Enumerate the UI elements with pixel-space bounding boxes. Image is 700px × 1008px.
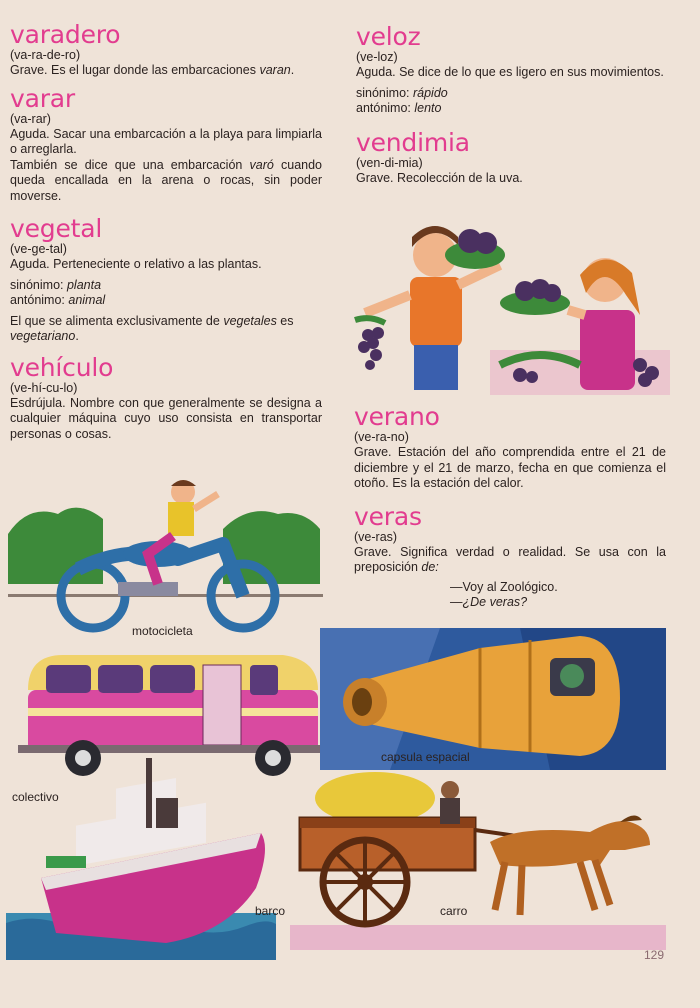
motorcycle-illustration	[8, 474, 323, 634]
entry-veras	[354, 501, 666, 611]
antonym-veloz: antónimo: lento	[356, 101, 442, 115]
entry-varadero	[10, 22, 322, 79]
right-column	[356, 24, 668, 186]
headword-vegetal: vegetal	[10, 214, 103, 243]
definition-varadero: Grave. Es el lugar donde las embarcaciones varan.	[10, 63, 295, 77]
definition-varar-2: También se dice que una embarcación varó cuando queda encallada en la arena o rocas, sin poder moverse.	[10, 157, 322, 203]
definition-vegetal: Aguda. Perteneciente o relativo a las plantas.	[10, 257, 262, 271]
syllables-vehiculo: (ve-hí-cu-lo)	[10, 380, 78, 395]
caption-barco: barco	[255, 904, 286, 918]
syllables-varadero: (va-ra-de-ro)	[10, 48, 81, 62]
syllables-verano: (ve-ra-no)	[354, 430, 409, 444]
caption-capsula-espacial: capsula espacial	[381, 750, 470, 764]
definition-veloz: Aguda. Se dice de lo que es ligero en sus movimientos.	[356, 65, 664, 79]
syllables-veras: (ve-ras)	[354, 529, 398, 544]
definition-vehiculo: Esdrújula. Nombre con que generalmente se designa a cualquier máquina cuyo uso consista en transportar personas o cosas.	[10, 395, 322, 441]
entry-varar	[10, 83, 322, 205]
syllables-varar: (va-rar)	[10, 111, 51, 126]
horse-cart-illustration	[290, 770, 666, 950]
caption-carro: carro	[440, 904, 468, 918]
headword-verano: verano	[354, 402, 440, 431]
extra-vegetal: El que se alimenta exclusivamente de vegetales es vegetariano.	[10, 313, 294, 343]
synonym-veloz: sinónimo: rápido	[356, 85, 448, 100]
syllables-veloz: (ve-loz)	[356, 50, 398, 64]
headword-veloz: veloz	[356, 22, 421, 51]
page-number: 129	[644, 948, 665, 962]
dialog-line-1: —Voy al Zoológico.	[450, 579, 558, 594]
entry-veloz	[356, 24, 668, 117]
definition-verano: Grave. Estación del año comprendida entre el 21 de diciembre y el 21 de marzo, fecha en que comienza el otoño. Es la estación del calor.	[354, 445, 666, 490]
dialog-line-2: —¿De veras?	[450, 595, 528, 609]
space-capsule-illustration	[320, 628, 666, 770]
syllables-vendimia: (ven-di-mia)	[356, 155, 423, 170]
caption-motocicleta: motocicleta	[132, 624, 193, 638]
entry-verano	[354, 404, 666, 492]
synonym-vegetal: sinónimo: planta	[10, 277, 102, 292]
ship-illustration	[6, 738, 276, 960]
entry-vegetal	[10, 216, 322, 345]
headword-varadero: varadero	[10, 20, 121, 49]
definition-veras: Grave. Significa verdad o realidad. Se usa con la preposición de:	[354, 544, 666, 574]
left-column	[10, 22, 322, 442]
headword-varar: varar	[10, 83, 75, 113]
antonym-vegetal: antónimo: animal	[10, 293, 106, 307]
right-column-lower	[354, 404, 666, 611]
vendimia-illustration	[340, 215, 670, 395]
entry-vendimia	[356, 127, 668, 187]
headword-vendimia: vendimia	[356, 127, 470, 157]
definition-varar-1: Aguda. Sacar una embarcación a la playa para limpiarla o arreglarla.	[10, 126, 322, 156]
caption-colectivo: colectivo	[12, 790, 59, 804]
definition-vendimia: Grave. Recolección de la uva.	[356, 170, 523, 185]
headword-veras: veras	[354, 501, 422, 531]
entry-vehiculo	[10, 352, 322, 443]
headword-vehiculo: vehículo	[10, 352, 114, 382]
syllables-vegetal: (ve-ge-tal)	[10, 242, 67, 256]
